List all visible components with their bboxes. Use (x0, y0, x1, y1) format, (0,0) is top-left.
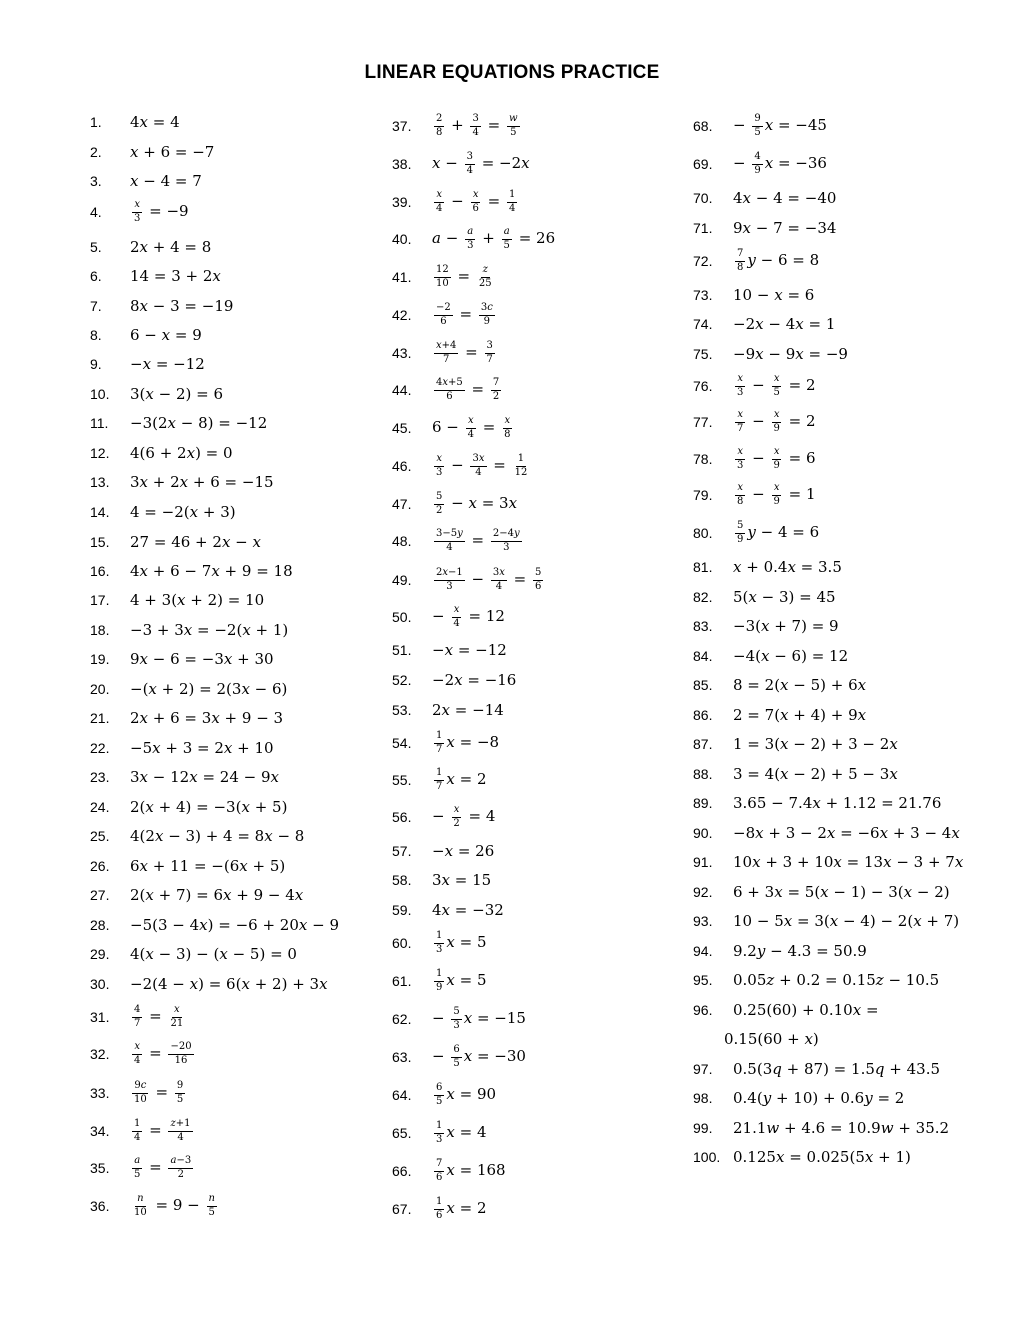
problem-number: 88. (693, 766, 713, 782)
problem-equation: 4 = −2(x + 3) (130, 503, 236, 521)
problem-equation: $\frac{12}{10}$ = $\frac{z}{25}$ (436, 264, 492, 289)
problem-number: 50. (392, 609, 412, 625)
problem-equation: 5(x − 3) = 45 (733, 588, 836, 606)
problem-equation: − $\frac{x}{2}$ = 4 (432, 804, 496, 829)
fraction: $\frac{9c}{10}$ (134, 1080, 147, 1105)
fraction: $\frac{4}{9}$ (754, 151, 761, 176)
problem-number: 55. (392, 772, 412, 788)
problem-equation: −3(2x − 8) = −12 (130, 414, 268, 432)
problem-number: 37. (392, 118, 412, 134)
fraction: $\frac{x}{8}$ (504, 415, 511, 440)
problem-number: 46. (392, 458, 412, 474)
problem-number: 20. (90, 681, 110, 697)
problem-equation: $\frac{5}{2}$ − x = 3x (436, 491, 518, 516)
fraction: $\frac{-2}{6}$ (436, 302, 451, 327)
problem-number: 91. (693, 854, 713, 870)
fraction: $\frac{x}{5}$ (773, 373, 780, 398)
problem-equation: −2(4 − x) = 6(x + 2) + 3x (130, 975, 328, 993)
problem-number: 8. (90, 327, 102, 343)
fraction: $\frac{a}{5}$ (503, 226, 510, 251)
problem-equation: $\frac{1}{3}$ x = 5 (436, 930, 487, 955)
problem-equation: $\frac{x+4}{7}$ = $\frac{3}{7}$ (436, 340, 493, 365)
problem-number: 28. (90, 917, 110, 933)
problem-number: 6. (90, 268, 102, 284)
problem-equation: 9x − 6 = −3x + 30 (130, 650, 274, 668)
problem-number: 48. (392, 533, 412, 549)
problem-equation: −x = 26 (432, 842, 495, 860)
problem-equation: −2x = −16 (432, 671, 517, 689)
problem-equation: $\frac{x}{7}$ − $\frac{x}{9}$ = 2 (737, 409, 816, 434)
problem-equation: 6x + 11 = −(6x + 5) (130, 857, 286, 875)
problem-number: 72. (693, 253, 713, 269)
problem-number: 92. (693, 884, 713, 900)
problem-equation: 0.05z + 0.2 = 0.15z − 10.5 (733, 971, 940, 989)
fraction: $\frac{x}{6}$ (472, 189, 479, 214)
problem-number: 45. (392, 420, 412, 436)
problem-number: 12. (90, 445, 110, 461)
problem-number: 14. (90, 504, 110, 520)
fraction: $\frac{1}{4}$ (134, 1118, 141, 1143)
problem-number: 87. (693, 736, 713, 752)
problem-number: 33. (90, 1085, 110, 1101)
problem-equation: 0.4(y + 10) + 0.6y = 2 (733, 1089, 905, 1107)
problem-equation: −2x − 4x = 1 (733, 315, 836, 333)
problem-number: 36. (90, 1198, 110, 1214)
problem-equation: $\frac{5}{9}$ y − 4 = 6 (737, 520, 820, 545)
problem-number: 98. (693, 1090, 713, 1106)
problem-equation: −x = −12 (130, 355, 205, 373)
problem-equation: − $\frac{5}{3}$ x = −15 (432, 1006, 526, 1031)
problem-number: 19. (90, 651, 110, 667)
problem-equation: −4(x − 6) = 12 (733, 647, 849, 665)
fraction: $\frac{3c}{9}$ (480, 302, 493, 327)
fraction: $\frac{7}{2}$ (492, 377, 500, 402)
problem-equation: $\frac{1}{6}$ x = 2 (436, 1196, 487, 1221)
problem-number: 64. (392, 1087, 412, 1103)
problem-number: 58. (392, 872, 412, 888)
problem-number: 82. (693, 589, 713, 605)
problem-equation: $\frac{2}{8}$ + $\frac{3}{4}$ = $\frac{w}{5}$ (436, 113, 518, 138)
fraction: $\frac{a}{5}$ (134, 1155, 141, 1180)
problem-number: 51. (392, 642, 412, 658)
fraction: $\frac{x+4}{7}$ (436, 340, 457, 365)
fraction: $\frac{3x}{4}$ (492, 567, 505, 592)
problem-equation: $\frac{7}{8}$ y − 6 = 8 (737, 248, 820, 273)
problem-number: 71. (693, 220, 713, 236)
problem-equation: 3x + 2x + 6 = −15 (130, 473, 274, 491)
problem-number: 10. (90, 386, 110, 402)
problem-number: 85. (693, 677, 713, 693)
problem-number: 18. (90, 622, 110, 638)
problem-equation: $\frac{x}{4}$ = $\frac{-20}{16}$ (134, 1041, 192, 1066)
problem-equation: 10x + 3 + 10x = 13x − 3 + 7x (733, 853, 964, 871)
problem-number: 49. (392, 572, 412, 588)
fraction: $\frac{x}{3}$ (737, 446, 744, 471)
problem-number: 44. (392, 382, 412, 398)
problem-number: 35. (90, 1160, 110, 1176)
problem-number: 63. (392, 1049, 412, 1065)
problem-equation: x − $\frac{3}{4}$ = −2x (432, 151, 530, 176)
problem-number: 24. (90, 799, 110, 815)
problem-equation: 4x = −32 (432, 901, 504, 919)
problem-number: 53. (392, 702, 412, 718)
problem-equation: $\frac{x}{3}$ − $\frac{x}{9}$ = 6 (737, 446, 816, 471)
problem-number: 97. (693, 1061, 713, 1077)
problem-number: 84. (693, 648, 713, 664)
problem-number: 75. (693, 346, 713, 362)
problem-equation: 10 − 5x = 3(x − 4) − 2(x + 7) (733, 912, 960, 930)
problem-equation: 4(2x − 3) + 4 = 8x − 8 (130, 827, 305, 845)
problem-equation: $\frac{1}{4}$ = $\frac{z+1}{4}$ (134, 1118, 191, 1143)
problem-equation: 14 = 3 + 2x (130, 267, 221, 285)
fraction: $\frac{12}{10}$ (436, 264, 449, 289)
problem-number: 4. (90, 204, 102, 220)
fraction: $\frac{x}{9}$ (773, 446, 780, 471)
problem-number: 74. (693, 316, 713, 332)
problem-equation: 8 = 2(x − 5) + 6x (733, 676, 867, 694)
problem-number: 79. (693, 487, 713, 503)
problem-number: 80. (693, 525, 713, 541)
fraction: $\frac{1}{6}$ (436, 1196, 443, 1221)
fraction: $\frac{3}{4}$ (466, 151, 473, 176)
problem-number: 70. (693, 190, 713, 206)
problem-equation: −3(x + 7) = 9 (733, 617, 839, 635)
problem-number: 26. (90, 858, 110, 874)
fraction: $\frac{x}{2}$ (453, 804, 460, 829)
problem-number: 13. (90, 474, 110, 490)
problem-number: 27. (90, 887, 110, 903)
fraction: $\frac{x}{9}$ (773, 482, 780, 507)
fraction: $\frac{3}{7}$ (486, 340, 493, 365)
fraction: $\frac{5}{6}$ (535, 567, 542, 592)
problem-number: 43. (392, 345, 412, 361)
problem-number: 11. (90, 415, 109, 431)
fraction: $\frac{6}{5}$ (436, 1082, 443, 1107)
problem-number: 1. (90, 114, 102, 130)
fraction: $\frac{n}{5}$ (208, 1193, 215, 1218)
problem-equation: a − $\frac{a}{3}$ + $\frac{a}{5}$ = 26 (432, 226, 556, 251)
problem-number: 23. (90, 769, 110, 785)
fraction: $\frac{a}{3}$ (467, 226, 474, 251)
problem-equation: 3(x − 2) = 6 (130, 385, 224, 403)
fraction: $\frac{3}{4}$ (472, 113, 479, 138)
problem-equation: $\frac{x}{3}$ = −9 (134, 199, 189, 224)
problem-equation: $\frac{3-5y}{4}$ = $\frac{2-4y}{3}$ (436, 528, 520, 553)
problem-number: 69. (693, 156, 713, 172)
problem-equation: 6 + 3x = 5(x − 1) − 3(x − 2) (733, 883, 950, 901)
fraction: $\frac{x}{3}$ (436, 453, 443, 478)
problem-number: 7. (90, 298, 102, 314)
problem-number: 78. (693, 451, 713, 467)
problem-equation: 4x + 6 − 7x + 9 = 18 (130, 562, 293, 580)
fraction: $\frac{x}{4}$ (453, 604, 460, 629)
fraction: $\frac{1}{7}$ (436, 730, 443, 755)
problem-number: 62. (392, 1011, 412, 1027)
problem-equation: $\frac{4x+5}{6}$ = $\frac{7}{2}$ (436, 377, 500, 402)
problem-equation: 3.65 − 7.4x + 1.12 = 21.76 (733, 794, 942, 812)
fraction: $\frac{4x+5}{6}$ (436, 377, 463, 402)
fraction: $\frac{a-3}{2}$ (170, 1155, 192, 1180)
problem-equation: 2(x + 7) = 6x + 9 − 4x (130, 886, 304, 904)
problem-number: 17. (90, 592, 110, 608)
fraction: $\frac{5}{3}$ (453, 1006, 460, 1031)
fraction: $\frac{1}{12}$ (514, 453, 528, 478)
problem-equation: 4(x − 3) − (x − 5) = 0 (130, 945, 297, 963)
problem-equation: $\frac{x}{3}$ − $\frac{x}{5}$ = 2 (737, 373, 816, 398)
problem-number: 47. (392, 496, 412, 512)
problem-number: 94. (693, 943, 713, 959)
problem-equation: 4x − 4 = −40 (733, 189, 837, 207)
fraction: $\frac{x}{4}$ (436, 189, 443, 214)
problem-number: 60. (392, 935, 412, 951)
fraction: $\frac{1}{7}$ (436, 767, 443, 792)
problem-number: 59. (392, 902, 412, 918)
problem-equation: 6 − $\frac{x}{4}$ = $\frac{x}{8}$ (432, 415, 511, 440)
problem-equation: 4 + 3(x + 2) = 10 (130, 591, 265, 609)
fraction: $\frac{9}{5}$ (176, 1080, 184, 1105)
fraction: $\frac{2-4y}{3}$ (492, 528, 520, 553)
problem-equation: 2x = −14 (432, 701, 504, 719)
problem-equation: 1 = 3(x − 2) + 3 − 2x (733, 735, 898, 753)
fraction: $\frac{5}{9}$ (737, 520, 744, 545)
problem-equation: $\frac{1}{7}$ x = 2 (436, 767, 487, 792)
problem-equation: 3x = 15 (432, 871, 492, 889)
problem-equation: 0.25(60) + 0.10x = (733, 1001, 879, 1019)
problem-number: 31. (90, 1009, 110, 1025)
problem-number: 15. (90, 534, 110, 550)
problem-number: 68. (693, 118, 713, 134)
problem-equation: x + 6 = −7 (130, 143, 215, 161)
problem-number: 29. (90, 946, 110, 962)
problem-number: 22. (90, 740, 110, 756)
fraction: $\frac{7}{8}$ (737, 248, 744, 273)
problem-number: 65. (392, 1125, 412, 1141)
problem-equation: −x = −12 (432, 641, 507, 659)
problem-number: 38. (392, 156, 412, 172)
problem-equation: 2x + 6 = 3x + 9 − 3 (130, 709, 284, 727)
problem-equation: 2(x + 4) = −3(x + 5) (130, 798, 288, 816)
problem-equation: 4x = 4 (130, 113, 180, 131)
problem-number: 57. (392, 843, 412, 859)
fraction: $\frac{x}{8}$ (737, 482, 744, 507)
fraction: $\frac{w}{5}$ (508, 113, 518, 138)
fraction: $\frac{n}{10}$ (134, 1193, 147, 1218)
problem-equation: $\frac{n}{10}$ = 9 − $\frac{n}{5}$ (134, 1193, 215, 1218)
problem-number: 90. (693, 825, 713, 841)
problem-equation: $\frac{x}{3}$ − $\frac{3x}{4}$ = $\frac{1}{12}$ (436, 453, 528, 478)
problem-number: 16. (90, 563, 110, 579)
problem-equation: 27 = 46 + 2x − x (130, 533, 261, 551)
problem-number: 5. (90, 239, 102, 255)
problem-equation: 2 = 7(x + 4) + 9x (733, 706, 867, 724)
problem-equation: − $\frac{6}{5}$ x = −30 (432, 1044, 526, 1069)
problem-equation: 9x − 7 = −34 (733, 219, 837, 237)
problem-number: 52. (392, 672, 412, 688)
problem-equation: 9.2y − 4.3 = 50.9 (733, 942, 867, 960)
fraction: $\frac{3-5y}{4}$ (436, 528, 463, 553)
problem-number: 99. (693, 1120, 713, 1136)
problem-number: 77. (693, 414, 713, 430)
problem-equation: $\frac{-2}{6}$ = $\frac{3c}{9}$ (436, 302, 493, 327)
problem-equation: − $\frac{x}{4}$ = 12 (432, 604, 505, 629)
problem-equation: 6 − x = 9 (130, 326, 202, 344)
problem-number: 40. (392, 231, 412, 247)
problem-number: 2. (90, 144, 102, 160)
problem-equation: $\frac{7}{6}$ x = 168 (436, 1158, 506, 1183)
fraction: $\frac{6}{5}$ (453, 1044, 460, 1069)
fraction: $\frac{4}{7}$ (134, 1004, 141, 1029)
problem-equation: 10 − x = 6 (733, 286, 815, 304)
problem-equation: $\frac{9c}{10}$ = $\frac{9}{5}$ (134, 1080, 184, 1105)
problem-number: 61. (392, 973, 412, 989)
fraction: $\frac{1}{9}$ (436, 968, 443, 993)
problem-equation: −5x + 3 = 2x + 10 (130, 739, 274, 757)
problem-number: 39. (392, 194, 412, 210)
problem-equation: −9x − 9x = −9 (733, 345, 848, 363)
problem-number: 100. (693, 1149, 721, 1165)
problem-equation: 3x − 12x = 24 − 9x (130, 768, 279, 786)
fraction: $\frac{9}{5}$ (754, 113, 761, 138)
fraction: $\frac{x}{7}$ (737, 409, 744, 434)
fraction: $\frac{x}{21}$ (170, 1004, 184, 1029)
fraction: $\frac{x}{9}$ (773, 409, 780, 434)
problem-number: 93. (693, 913, 713, 929)
fraction: $\frac{-20}{16}$ (170, 1041, 192, 1066)
problem-equation: $\frac{1}{9}$ x = 5 (436, 968, 487, 993)
fraction: $\frac{7}{6}$ (436, 1158, 443, 1183)
problem-number: 66. (392, 1163, 412, 1179)
problem-number: 25. (90, 828, 110, 844)
fraction: $\frac{1}{4}$ (508, 189, 516, 214)
problem-equation: $\frac{a}{5}$ = $\frac{a-3}{2}$ (134, 1155, 192, 1180)
fraction: $\frac{5}{2}$ (436, 491, 443, 516)
fraction: $\frac{3x}{4}$ (472, 453, 485, 478)
problem-number: 21. (90, 710, 110, 726)
problem-number: 81. (693, 559, 713, 575)
fraction: $\frac{x}{4}$ (134, 1041, 141, 1066)
problem-equation: −(x + 2) = 2(3x − 6) (130, 680, 288, 698)
problem-equation: $\frac{1}{3}$ x = 4 (436, 1120, 487, 1145)
problem-number: 83. (693, 618, 713, 634)
problem-number: 95. (693, 972, 713, 988)
problem-equation: $\frac{x}{8}$ − $\frac{x}{9}$ = 1 (737, 482, 816, 507)
problem-equation: 21.1w + 4.6 = 10.9w + 35.2 (733, 1119, 950, 1137)
problem-equation: 4(6 + 2x) = 0 (130, 444, 233, 462)
problem-equation: $\frac{x}{4}$ − $\frac{x}{6}$ = $\frac{1}{4}$ (436, 189, 516, 214)
problem-number: 41. (392, 269, 412, 285)
problem-number: 30. (90, 976, 110, 992)
problem-number: 34. (90, 1123, 110, 1139)
problem-equation: 2x + 4 = 8 (130, 238, 212, 256)
fraction: $\frac{z+1}{4}$ (170, 1118, 191, 1143)
problem-equation: $\frac{1}{7}$ x = −8 (436, 730, 500, 755)
problem-number: 42. (392, 307, 412, 323)
problem-number: 67. (392, 1201, 412, 1217)
fraction: $\frac{x}{3}$ (737, 373, 744, 398)
fraction: $\frac{2}{8}$ (436, 113, 443, 138)
fraction: $\frac{z}{25}$ (478, 264, 492, 289)
page-title: LINEAR EQUATIONS PRACTICE (364, 62, 660, 83)
problem-equation: − $\frac{9}{5}$ x = −45 (733, 113, 827, 138)
problem-number: 9. (90, 356, 102, 372)
problem-number: 89. (693, 795, 713, 811)
fraction: $\frac{x}{4}$ (467, 415, 475, 440)
problem-equation: −8x + 3 − 2x = −6x + 3 − 4x (733, 824, 960, 842)
problem-number: 73. (693, 287, 713, 303)
problem-equation: − $\frac{4}{9}$ x = −36 (733, 151, 827, 176)
problem-equation: −5(3 − 4x) = −6 + 20x − 9 (130, 916, 340, 934)
problem-number: 56. (392, 809, 412, 825)
fraction: $\frac{1}{3}$ (436, 930, 443, 955)
problem-number: 32. (90, 1046, 110, 1062)
problem-number: 86. (693, 707, 713, 723)
fraction: $\frac{1}{3}$ (436, 1120, 443, 1145)
problem-equation: $\frac{4}{7}$ = $\frac{x}{21}$ (134, 1004, 184, 1029)
problem-number: 96. (693, 1002, 713, 1018)
problem-equation: 0.5(3q + 87) = 1.5q + 43.5 (733, 1060, 941, 1078)
problem-number: 3. (90, 173, 102, 189)
problem-equation: x + 0.4x = 3.5 (733, 558, 842, 576)
problem-equation: −3 + 3x = −2(x + 1) (130, 621, 289, 639)
problem-equation: 8x − 3 = −19 (130, 297, 234, 315)
problem-equation: 3 = 4(x − 2) + 5 − 3x (733, 765, 898, 783)
problem-number: 54. (392, 735, 412, 751)
problem-equation: 0.125x = 0.025(5x + 1) (733, 1148, 911, 1166)
fraction: $\frac{2x-1}{3}$ (436, 567, 463, 592)
problem-equation: x − 4 = 7 (130, 172, 202, 190)
problem-equation: $\frac{2x-1}{3}$ − $\frac{3x}{4}$ = $\frac{5}{6}$ (436, 567, 542, 592)
problem-number: 76. (693, 378, 713, 394)
problem-equation: $\frac{6}{5}$ x = 90 (436, 1082, 497, 1107)
fraction: $\frac{x}{3}$ (134, 199, 141, 224)
